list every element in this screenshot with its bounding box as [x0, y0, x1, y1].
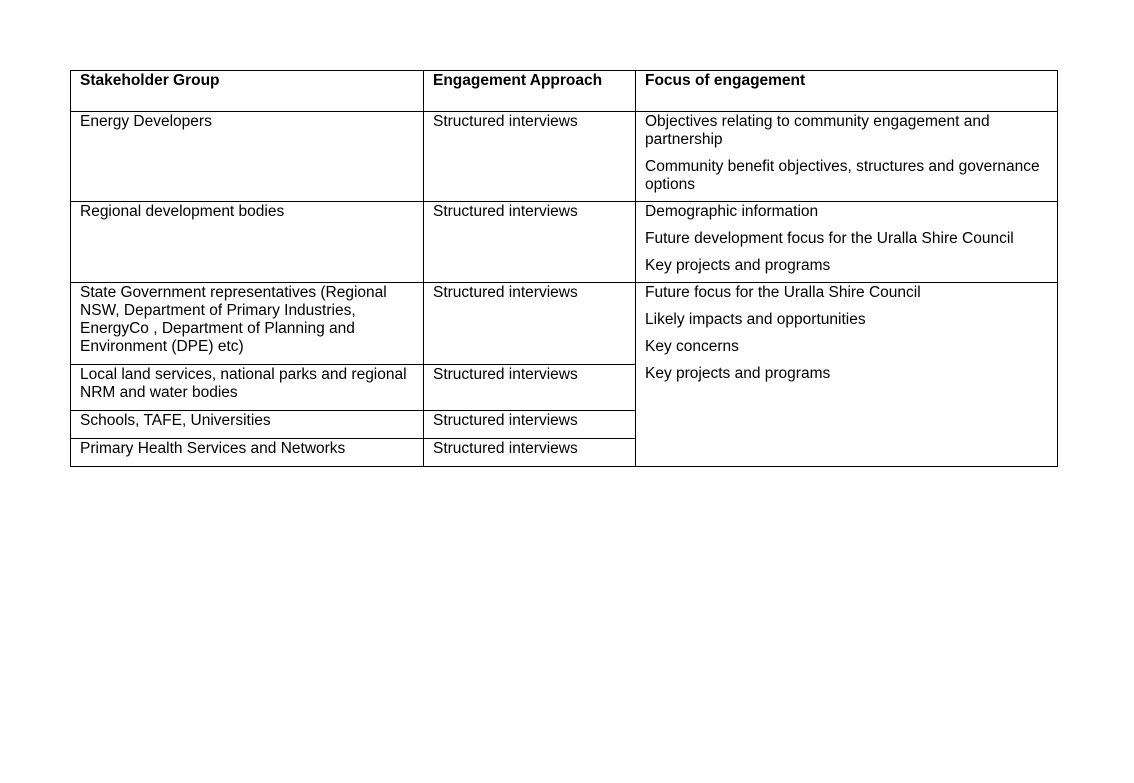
focus-item: Key projects and programs: [645, 365, 831, 382]
focus-item: Community benefit objectives, structures and governance options: [645, 158, 1040, 193]
table-row: [71, 283, 1058, 365]
stakeholder-cell: Energy Developers: [71, 112, 424, 202]
focus-item: Likely impacts and opportunities: [645, 311, 866, 328]
stakeholder-engagement-table: [70, 70, 1058, 467]
focus-item: Key concerns: [645, 338, 739, 355]
approach-cell: Structured interviews: [424, 411, 636, 439]
focus-item: Future development focus for the Uralla Shire Council: [645, 230, 1014, 247]
header-stakeholder-group: Stakeholder Group: [71, 71, 424, 112]
table-header-row: [71, 71, 1058, 112]
focus-cell: [636, 202, 1058, 283]
stakeholder-cell: Local land services, national parks and regional NRM and water bodies: [71, 365, 424, 411]
focus-item: Key projects and programs: [645, 257, 831, 274]
table-row: [71, 112, 1058, 202]
stakeholder-cell: Schools, TAFE, Universities: [71, 411, 424, 439]
table-row: [71, 202, 1058, 283]
approach-cell: Structured interviews: [424, 202, 636, 283]
stakeholder-cell: Regional development bodies: [71, 202, 424, 283]
stakeholder-cell: State Government representatives (Regional NSW, Department of Primary Industries, EnergyCo , Department of Planning and Environment (DPE) etc): [71, 283, 424, 365]
approach-cell: Structured interviews: [424, 365, 636, 411]
stakeholder-cell: Primary Health Services and Networks: [71, 439, 424, 467]
focus-item: Demographic information: [645, 203, 819, 220]
approach-cell: Structured interviews: [424, 439, 636, 467]
header-engagement-approach: Engagement Approach: [424, 71, 636, 112]
header-focus-of-engagement: Focus of engagement: [636, 71, 1058, 112]
focus-cell: [636, 283, 1058, 467]
approach-cell: Structured interviews: [424, 112, 636, 202]
approach-cell: Structured interviews: [424, 283, 636, 365]
focus-cell: [636, 112, 1058, 202]
focus-item: Future focus for the Uralla Shire Council: [645, 284, 921, 301]
focus-item: Objectives relating to community engagement and partnership: [645, 113, 990, 148]
